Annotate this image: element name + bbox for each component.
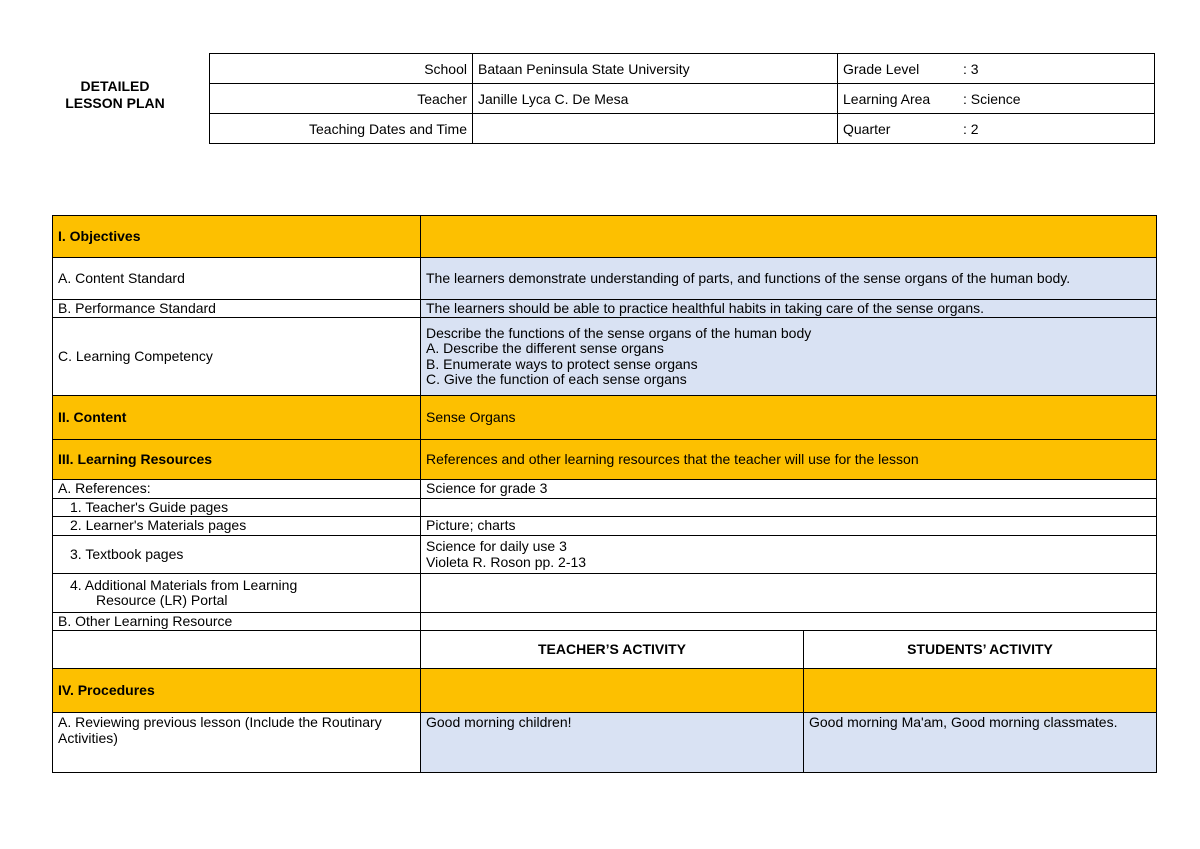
header-row-dates <box>210 114 1155 144</box>
references-row <box>53 480 1157 499</box>
review-students-activity: Good morning Ma'am, Good morning classmates. <box>804 713 1157 773</box>
content-row <box>53 396 1157 440</box>
content-value: Sense Organs <box>421 396 1157 440</box>
procedures-students-cell <box>804 669 1157 713</box>
review-label: A. Reviewing previous lesson (Include the Routinary Activities) <box>53 713 421 773</box>
dates-label: Teaching Dates and Time <box>210 114 473 144</box>
references-label: A. References: <box>53 480 421 499</box>
learning-area-value: : Science <box>963 90 1021 107</box>
textbook-row <box>53 536 1157 574</box>
document-title-line-2: LESSON PLAN <box>65 95 165 111</box>
additional-materials-label <box>53 574 421 613</box>
competency-line: A. Describe the different sense organs <box>426 340 664 356</box>
competency-line: C. Give the function of each sense organs <box>426 371 687 387</box>
learning-area-cell <box>838 84 1155 114</box>
performance-standard-value: The learners should be able to practice healthful habits in taking care of the sense organs. <box>421 300 1157 318</box>
header-table <box>209 53 1155 144</box>
objectives-row <box>53 216 1157 258</box>
content-standard-value: The learners demonstrate understanding of parts, and functions of the sense organs of the human body. <box>421 258 1157 300</box>
teacher-label: Teacher <box>210 84 473 114</box>
additional-materials-line: 4. Additional Materials from Learning <box>70 576 298 593</box>
learning-resources-value: References and other learning resources that the teacher will use for the lesson <box>421 440 1157 480</box>
performance-standard-label: B. Performance Standard <box>53 300 421 318</box>
quarter-value: : 2 <box>963 120 979 137</box>
learning-competency-label: C. Learning Competency <box>53 318 421 396</box>
learners-materials-label: 2. Learner's Materials pages <box>53 517 421 536</box>
learners-materials-row <box>53 517 1157 536</box>
school-value: Bataan Peninsula State University <box>473 54 838 84</box>
lesson-plan-table <box>52 215 1157 773</box>
quarter-label: Quarter <box>843 120 891 137</box>
activity-header-row <box>53 631 1157 669</box>
dates-value <box>473 114 838 144</box>
students-activity-header: STUDENTS’ ACTIVITY <box>804 631 1157 669</box>
learning-area-label: Learning Area <box>843 90 931 107</box>
references-value: Science for grade 3 <box>421 480 1157 499</box>
learning-competency-row <box>53 318 1157 396</box>
document-title-line-1: DETAILED <box>80 78 150 94</box>
other-resource-label: B. Other Learning Resource <box>53 613 421 631</box>
competency-line: Describe the functions of the sense organs of the human body <box>426 324 812 341</box>
learning-resources-row <box>53 440 1157 480</box>
review-teacher-activity: Good morning children! <box>421 713 804 773</box>
header-row-school <box>210 54 1155 84</box>
teachers-guide-row <box>53 499 1157 517</box>
learning-resources-label: III. Learning Resources <box>53 440 421 480</box>
additional-materials-value <box>421 574 1157 613</box>
grade-level-cell <box>838 54 1155 84</box>
activity-header-empty <box>53 631 421 669</box>
content-standard-row <box>53 258 1157 300</box>
learning-competency-value <box>421 318 1157 396</box>
procedures-row <box>53 669 1157 713</box>
grade-level-value: : 3 <box>963 60 979 77</box>
textbook-line: Science for daily use 3 <box>426 538 567 554</box>
header-row-teacher <box>210 84 1155 114</box>
textbook-line: Violeta R. Roson pp. 2-13 <box>426 553 587 570</box>
content-standard-label: A. Content Standard <box>53 258 421 300</box>
procedures-label: IV. Procedures <box>53 669 421 713</box>
procedures-teacher-cell <box>421 669 804 713</box>
quarter-cell <box>838 114 1155 144</box>
learners-materials-value: Picture; charts <box>421 517 1157 536</box>
teachers-guide-value <box>421 499 1157 517</box>
textbook-value <box>421 536 1157 574</box>
teacher-activity-header: TEACHER’S ACTIVITY <box>421 631 804 669</box>
teacher-value: Janille Lyca C. De Mesa <box>473 84 838 114</box>
teachers-guide-label: 1. Teacher's Guide pages <box>53 499 421 517</box>
objectives-label: I. Objectives <box>53 216 421 258</box>
performance-standard-row <box>53 300 1157 318</box>
review-row <box>53 713 1157 773</box>
other-resource-value <box>421 613 1157 631</box>
additional-materials-row <box>53 574 1157 613</box>
objectives-value <box>421 216 1157 258</box>
school-label: School <box>210 54 473 84</box>
content-label: II. Content <box>53 396 421 440</box>
textbook-label: 3. Textbook pages <box>53 536 421 574</box>
other-resource-row <box>53 613 1157 631</box>
additional-materials-line: Resource (LR) Portal <box>96 592 228 608</box>
document-title <box>62 78 168 112</box>
grade-level-label: Grade Level <box>843 60 920 77</box>
competency-line: B. Enumerate ways to protect sense organs <box>426 355 698 372</box>
